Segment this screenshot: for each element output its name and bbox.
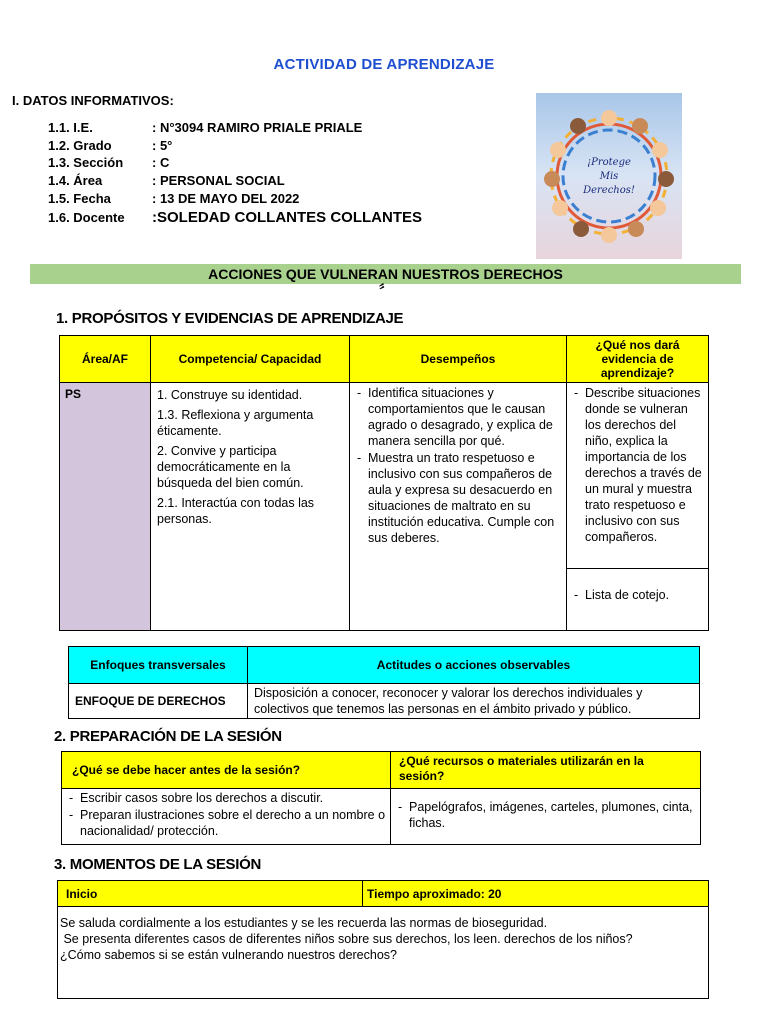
enfoque-cell: ENFOQUE DE DERECHOS: [69, 684, 248, 719]
info-row-area: [48, 173, 285, 188]
poster-text-line1: ¡Protege: [587, 157, 631, 168]
section1-title: 1. PROPÓSITOS Y EVIDENCIAS DE APRENDIZAJE: [56, 310, 404, 327]
info-value: : N°3094 RAMIRO PRIALE PRIALE: [152, 120, 363, 135]
info-value: : 5°: [152, 138, 173, 153]
antes-item: - Preparan ilustraciones sobre el derecho a un nombre o nacionalidad/ protección.: [66, 807, 386, 839]
info-label: 1.5. Fecha: [48, 191, 111, 206]
info-label: 1.6. Docente: [48, 210, 125, 225]
header-desempenos: Desempeños: [350, 336, 567, 383]
antes-cell: [62, 789, 391, 845]
area-cell: PS: [60, 383, 151, 631]
inicio-label: Inicio: [58, 881, 363, 907]
header-antes: ¿Qué se debe hacer antes de la sesión?: [62, 752, 391, 789]
info-row-ie: [48, 120, 362, 135]
competencia-item: 2.1. Interactúa con todas las personas.: [157, 496, 315, 526]
info-value: : PERSONAL SOCIAL: [152, 173, 285, 188]
children-circle-illustration: [536, 93, 682, 259]
competencia-item: 1. Construye su identidad.: [157, 388, 303, 402]
tiempo-label: Tiempo aproximado: 20: [363, 881, 709, 907]
actitud-cell: Disposición a conocer, reconocer y valorar los derechos individuales y colectivos que tenemos las personas en el ámbito privado y público.: [248, 684, 700, 719]
evidencia-item: - Describe situaciones donde se vulneran los derechos del niño, explica la importancia de los derechos a través de un mural y muestra trato respetuoso e inclusivo con sus compañeros.: [571, 385, 704, 545]
section3-title: 3. MOMENTOS DE LA SESIÓN: [54, 856, 261, 873]
competencia-item: 1.3. Reflexiona y argumenta éticamente.: [157, 408, 314, 438]
info-label: 1.1. I.E.: [48, 120, 93, 135]
section2-title: 2. PREPARACIÓN DE LA SESIÓN: [54, 728, 282, 745]
info-value: : C: [152, 155, 170, 170]
inicio-line: Se saluda cordialmente a los estudiantes y se les recuerda las normas de bioseguridad.: [60, 916, 548, 930]
children-rights-poster: [536, 93, 682, 259]
header-enfoques: Enfoques transversales: [69, 647, 248, 684]
info-row-fecha: [48, 191, 299, 206]
poster-text-line2: Mis: [599, 171, 619, 182]
header-competencia: Competencia/ Capacidad: [151, 336, 350, 383]
info-value: : 13 DE MAYO DEL 2022: [152, 191, 300, 206]
competencias-cell: [151, 383, 350, 631]
header-evidencia: ¿Qué nos dará evidencia de aprendizaje?: [567, 336, 709, 383]
header-recursos: ¿Qué recursos o materiales utilizarán en la sesión?: [391, 752, 701, 789]
momentos-table: [57, 880, 709, 999]
propositos-table: [59, 335, 709, 631]
antes-item: - Escribir casos sobre los derechos a discutir.: [66, 790, 386, 806]
desempenos-cell: [350, 383, 567, 631]
header-actitudes: Actitudes o acciones observables: [248, 647, 700, 684]
info-row-docente: [48, 209, 422, 226]
info-row-seccion: [48, 155, 169, 170]
instrumento-item: - Lista de cotejo.: [571, 587, 704, 603]
banner-quote-mark: 〞: [379, 283, 393, 299]
competencia-item: 2. Convive y participa democráticamente en la búsqueda del bien común.: [157, 444, 304, 490]
info-label: 1.2. Grado: [48, 138, 112, 153]
preparacion-table: [61, 751, 701, 845]
desempeno-item: - Identifica situaciones y comportamientos que le causan agrado o desagrado, y explica de manera sencilla por qué.: [354, 385, 562, 449]
document-title: ACTIVIDAD DE APRENDIZAJE: [273, 56, 495, 73]
recursos-cell: [391, 789, 701, 845]
info-label: 1.4. Área: [48, 173, 103, 188]
datos-informativos-heading: I. DATOS INFORMATIVOS:: [12, 93, 174, 108]
enfoques-table: [68, 646, 700, 719]
info-value: :SOLEDAD COLLANTES COLLANTES: [152, 209, 422, 226]
inicio-content: [58, 907, 709, 999]
evidencia-cell: [567, 383, 709, 631]
session-title-banner: ACCIONES QUE VULNERAN NUESTROS DERECHOS: [30, 264, 741, 284]
inicio-line: Se presenta diferentes casos de diferentes niños sobre sus derechos, los leen. derechos de los niños?: [60, 932, 633, 946]
info-label: 1.3. Sección: [48, 155, 124, 170]
header-area: Área/AF: [60, 336, 151, 383]
info-row-grado: [48, 138, 172, 153]
recurso-item: - Papelógrafos, imágenes, carteles, plumones, cinta, fichas.: [395, 799, 696, 831]
poster-text-line3: Derechos!: [583, 185, 635, 196]
inicio-line: ¿Cómo sabemos si se están vulnerando nuestros derechos?: [60, 948, 397, 962]
desempeno-item: - Muestra un trato respetuoso e inclusivo con sus compañeros de aula y expresa su desacuerdo en situaciones de maltrato en su institución educativa. Cumple con sus deberes.: [354, 450, 562, 546]
